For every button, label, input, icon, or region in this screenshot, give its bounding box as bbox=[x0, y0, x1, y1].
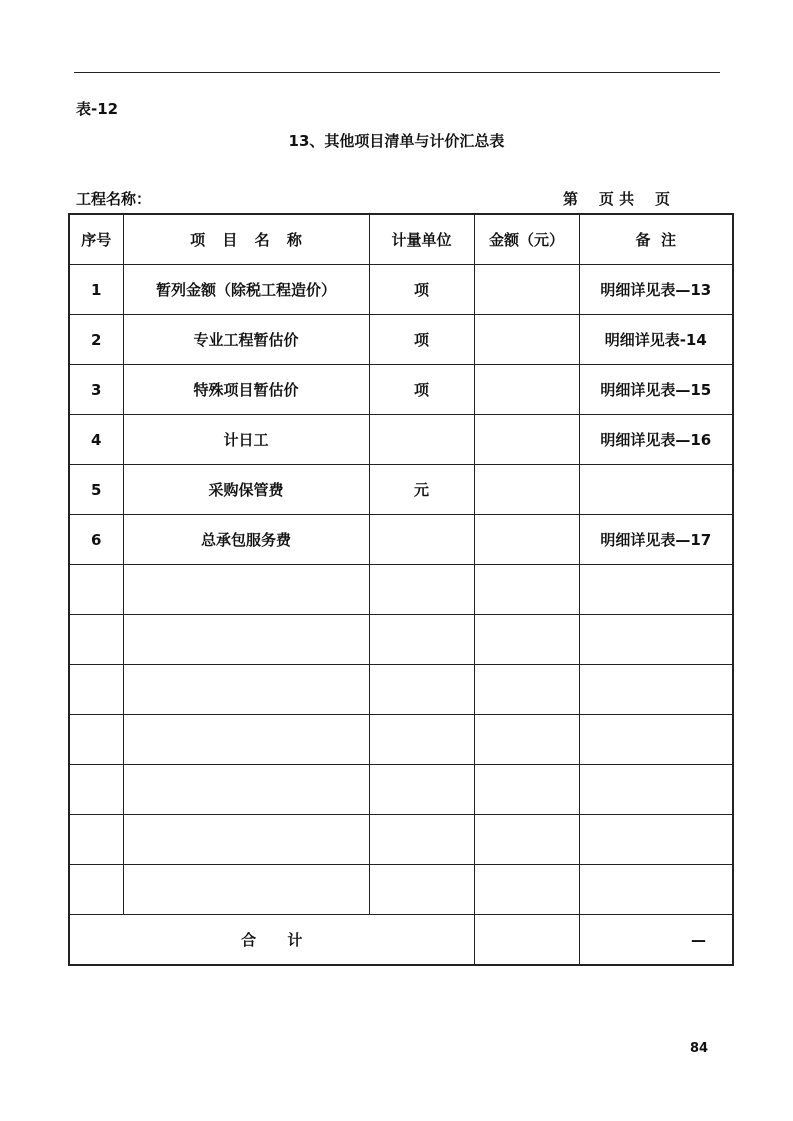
row-item-name bbox=[123, 715, 369, 765]
row-unit bbox=[369, 715, 474, 765]
row-item-name: 采购保管费 bbox=[123, 465, 369, 515]
row-item-name bbox=[123, 865, 369, 915]
row-amount bbox=[474, 865, 579, 915]
row-unit bbox=[369, 665, 474, 715]
row-note bbox=[579, 565, 733, 615]
row-item-name bbox=[123, 765, 369, 815]
row-seq: 2 bbox=[69, 315, 123, 365]
row-amount bbox=[474, 665, 579, 715]
row-unit bbox=[369, 865, 474, 915]
row-unit bbox=[369, 565, 474, 615]
row-seq: 5 bbox=[69, 465, 123, 515]
total-amount bbox=[474, 915, 579, 966]
project-name-label: 工程名称： bbox=[76, 190, 152, 208]
row-unit bbox=[369, 765, 474, 815]
table-row bbox=[69, 715, 733, 765]
table-row bbox=[69, 565, 733, 615]
table-row bbox=[69, 665, 733, 715]
row-amount bbox=[474, 315, 579, 365]
row-amount bbox=[474, 415, 579, 465]
row-item-name bbox=[123, 665, 369, 715]
header-seq: 序号 bbox=[69, 214, 123, 265]
row-item-name: 专业工程暂估价 bbox=[123, 315, 369, 365]
row-unit bbox=[369, 615, 474, 665]
header-unit: 计量单位 bbox=[369, 214, 474, 265]
row-unit bbox=[369, 415, 474, 465]
top-rule bbox=[74, 72, 720, 73]
row-amount bbox=[474, 365, 579, 415]
row-seq bbox=[69, 565, 123, 615]
row-unit: 项 bbox=[369, 265, 474, 315]
row-amount bbox=[474, 765, 579, 815]
row-amount bbox=[474, 515, 579, 565]
row-note: 明细详见表—13 bbox=[579, 265, 733, 315]
row-seq bbox=[69, 715, 123, 765]
row-note: 明细详见表—15 bbox=[579, 365, 733, 415]
row-amount bbox=[474, 265, 579, 315]
row-seq bbox=[69, 615, 123, 665]
row-item-name: 总承包服务费 bbox=[123, 515, 369, 565]
row-note bbox=[579, 715, 733, 765]
row-amount bbox=[474, 715, 579, 765]
table-header-row bbox=[69, 214, 733, 265]
row-item-name bbox=[123, 615, 369, 665]
row-unit: 项 bbox=[369, 365, 474, 415]
row-note: 明细详见表—16 bbox=[579, 415, 733, 465]
table-row bbox=[69, 515, 733, 565]
table-row bbox=[69, 865, 733, 915]
table-row bbox=[69, 615, 733, 665]
table-number: 表-12 bbox=[76, 100, 119, 118]
table-row bbox=[69, 265, 733, 315]
row-seq bbox=[69, 765, 123, 815]
row-seq bbox=[69, 665, 123, 715]
table-row bbox=[69, 815, 733, 865]
row-note bbox=[579, 665, 733, 715]
row-item-name bbox=[123, 815, 369, 865]
row-unit: 项 bbox=[369, 315, 474, 365]
table-row bbox=[69, 765, 733, 815]
summary-table bbox=[68, 213, 734, 966]
row-note bbox=[579, 465, 733, 515]
header-amount: 金额（元） bbox=[474, 214, 579, 265]
row-seq bbox=[69, 815, 123, 865]
row-amount bbox=[474, 815, 579, 865]
row-seq: 4 bbox=[69, 415, 123, 465]
total-label: 合 计 bbox=[69, 915, 474, 966]
row-note bbox=[579, 765, 733, 815]
row-seq: 6 bbox=[69, 515, 123, 565]
row-seq: 3 bbox=[69, 365, 123, 415]
row-item-name: 特殊项目暂估价 bbox=[123, 365, 369, 415]
row-item-name: 暂列金额（除税工程造价） bbox=[123, 265, 369, 315]
table-row bbox=[69, 415, 733, 465]
row-amount bbox=[474, 615, 579, 665]
row-unit bbox=[369, 815, 474, 865]
total-row bbox=[69, 915, 733, 966]
table-row bbox=[69, 365, 733, 415]
row-unit bbox=[369, 515, 474, 565]
row-note: 明细详见表-14 bbox=[579, 315, 733, 365]
header-item-name: 项 目 名 称 bbox=[123, 214, 369, 265]
row-note bbox=[579, 815, 733, 865]
row-item-name: 计日工 bbox=[123, 415, 369, 465]
row-amount bbox=[474, 465, 579, 515]
row-note bbox=[579, 865, 733, 915]
table-row bbox=[69, 465, 733, 515]
row-unit: 元 bbox=[369, 465, 474, 515]
row-seq: 1 bbox=[69, 265, 123, 315]
row-item-name bbox=[123, 565, 369, 615]
row-note bbox=[579, 615, 733, 665]
row-seq bbox=[69, 865, 123, 915]
page-counter: 第 页 共 页 bbox=[563, 190, 670, 208]
table-row bbox=[69, 315, 733, 365]
page-title: 13、其他项目清单与计价汇总表 bbox=[288, 132, 505, 150]
total-note: — bbox=[579, 915, 733, 966]
row-note: 明细详见表—17 bbox=[579, 515, 733, 565]
header-note: 备 注 bbox=[579, 214, 733, 265]
page-number: 84 bbox=[690, 1041, 709, 1056]
row-amount bbox=[474, 565, 579, 615]
